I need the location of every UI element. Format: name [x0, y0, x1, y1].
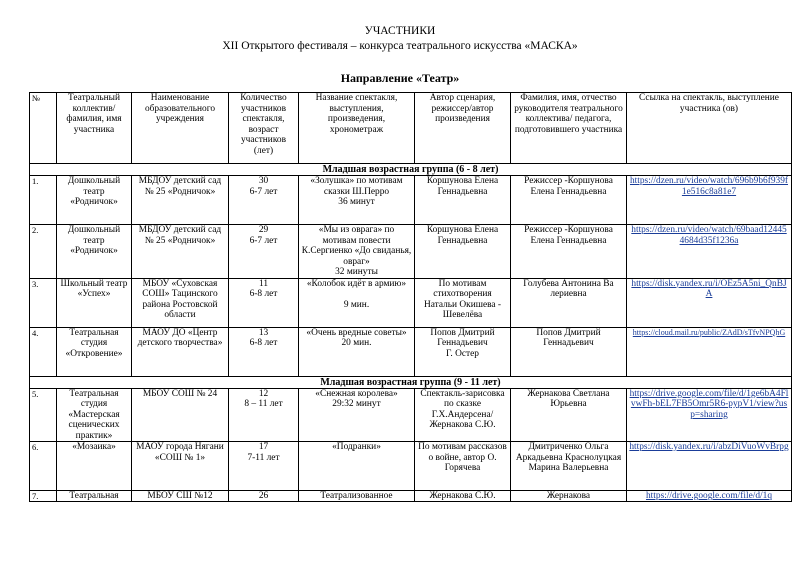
- cell-link: [627, 388, 792, 442]
- cell-title: «Колобок идёт в армию» 9 мин.: [299, 278, 415, 327]
- column-header: Автор сценария, режиссер/автор произведения: [415, 93, 511, 164]
- cell-institution: МБОУ СОШ № 24: [132, 388, 229, 442]
- cell-link: [627, 327, 792, 376]
- cell-author: По мотивам стихотворения Натальи Окишева - Шевелёва: [415, 278, 511, 327]
- table-row: [30, 388, 792, 442]
- column-header: Наименование образовательного учреждения: [132, 93, 229, 164]
- cell-title: «Подранки»: [299, 442, 415, 491]
- cell-count: 30 6-7 лет: [229, 176, 299, 225]
- cell-title: «Очень вредные советы» 20 мин.: [299, 327, 415, 376]
- cell-leader: Жернакова Светлана Юрьевна: [511, 388, 627, 442]
- column-header: Название спектакля, выступления, произведения, хронометраж: [299, 93, 415, 164]
- cell-institution: МАОУ города Нягани «СОШ № 1»: [132, 442, 229, 491]
- column-header: №: [30, 93, 57, 164]
- cell-count: 29 6-7 лет: [229, 225, 299, 279]
- cell-leader: Жернакова: [511, 491, 627, 502]
- doc-direction: Направление «Театр»: [340, 71, 460, 85]
- table-row: [30, 491, 792, 502]
- cell-link: [627, 278, 792, 327]
- performance-link[interactable]: https://disk.yandex.ru/i/abzDiVuoWvBrpg: [629, 442, 789, 452]
- doc-title-festival: XII Открытого фестиваля – конкурса театрального искусства «МАСКА»: [222, 40, 578, 52]
- column-header: Фамилия, имя, отчество руководителя театрального коллектива/ педагога, подготовившего участника: [511, 93, 627, 164]
- cell-title: «Снежная королева» 29:32 минут: [299, 388, 415, 442]
- cell-collective: Театральная: [57, 491, 132, 502]
- cell-link: [627, 225, 792, 279]
- cell-count: 12 8 – 11 лет: [229, 388, 299, 442]
- cell-num: 1.: [30, 176, 57, 225]
- cell-institution: МБОУ СШ №12: [132, 491, 229, 502]
- table-row: [30, 327, 792, 376]
- cell-author: Жернакова С.Ю.: [415, 491, 511, 502]
- cell-num: 3.: [30, 278, 57, 327]
- cell-author: Спектакль-зарисовка по сказке Г.Х.Андерсена/ Жернакова С.Ю.: [415, 388, 511, 442]
- cell-title: Театрализованное: [299, 491, 415, 502]
- cell-author: По мотивам рассказов о войне, автор О. Горячева: [415, 442, 511, 491]
- cell-institution: МАОУ ДО «Центр детского творчества»: [132, 327, 229, 376]
- performance-link[interactable]: https://drive.google.com/file/d/1q: [645, 491, 773, 501]
- cell-count: 26: [229, 491, 299, 502]
- column-header: Ссылка на спектакль, выступление участника (ов): [627, 93, 792, 164]
- participants-table: [29, 92, 792, 502]
- cell-author: Коршунова Елена Геннадьевна: [415, 176, 511, 225]
- age-group-row: [30, 376, 792, 388]
- cell-num: 6.: [30, 442, 57, 491]
- cell-num: 2.: [30, 225, 57, 279]
- cell-link: [627, 176, 792, 225]
- table-row: [30, 278, 792, 327]
- cell-num: 4.: [30, 327, 57, 376]
- column-header: Театральный коллектив/ фамилия, имя участника: [57, 93, 132, 164]
- cell-collective: Дошкольный театр «Родничок»: [57, 176, 132, 225]
- cell-link: [627, 491, 792, 502]
- age-group-title: Младшая возрастная группа (9 - 11 лет): [30, 376, 792, 388]
- cell-count: 13 6-8 лет: [229, 327, 299, 376]
- cell-author: Коршунова Елена Геннадьевна: [415, 225, 511, 279]
- cell-institution: МБДОУ детский сад № 25 «Родничок»: [132, 176, 229, 225]
- cell-title: «Мы из оврага» по мотивам повести К.Сергиенко «До свиданья, овраг» 32 минуты: [299, 225, 415, 279]
- cell-collective: Дошкольный театр «Родничок»: [57, 225, 132, 279]
- performance-link[interactable]: https://dzen.ru/video/watch/69baad124454684d35f1236a: [631, 225, 787, 246]
- cell-collective: Школьный театр «Успех»: [57, 278, 132, 327]
- cell-author: Попов Дмитрий Геннадьевич Г. Остер: [415, 327, 511, 376]
- column-header: Количество участников спектакля, возраст участников (лет): [229, 93, 299, 164]
- cell-leader: Режиссер -Коршунова Елена Геннадьевна: [511, 176, 627, 225]
- cell-num: 5.: [30, 388, 57, 442]
- cell-leader: Попов Дмитрий Геннадьевич: [511, 327, 627, 376]
- cell-leader: Режиссер -Коршунова Елена Геннадьевна: [511, 225, 627, 279]
- table-row: [30, 176, 792, 225]
- cell-leader: Дмитриченко Ольга Аркадьевна Краснолуцкая Марина Валерьевна: [511, 442, 627, 491]
- age-group-title: Младшая возрастная группа (6 - 8 лет): [30, 164, 792, 176]
- cell-institution: МБОУ «Суховская СОШ» Тацинского района Ростовской области: [132, 278, 229, 327]
- performance-link[interactable]: https://drive.google.com/file/d/1ge6bA4FlvwFh-bEL7FB5Omr5R6-pypV1/view?usp=sharing: [629, 388, 789, 420]
- cell-count: 17 7-11 лет: [229, 442, 299, 491]
- cell-institution: МБДОУ детский сад № 25 «Родничок»: [132, 225, 229, 279]
- cell-num: 7.: [30, 491, 57, 502]
- performance-link[interactable]: https://disk.yandex.ru/i/OEz5A5ni_QnBJA: [631, 278, 787, 299]
- cell-count: 11 6-8 лет: [229, 278, 299, 327]
- table-row: [30, 225, 792, 279]
- cell-leader: Голубева Антонина Ва лериевна: [511, 278, 627, 327]
- age-group-row: [30, 164, 792, 176]
- performance-link[interactable]: https://cloud.mail.ru/public/ZAdD/sTfvNPQhG: [632, 327, 786, 337]
- cell-title: «Золушка» по мотивам сказки Ш.Перро 36 минут: [299, 176, 415, 225]
- table-header-row: [30, 93, 792, 164]
- cell-link: [627, 442, 792, 491]
- table-row: [30, 442, 792, 491]
- cell-collective: Театральная студия «Откровение»: [57, 327, 132, 376]
- cell-collective: Театральная студия «Мастерская сценических практик»: [57, 388, 132, 442]
- performance-link[interactable]: https://dzen.ru/video/watch/696b9b6f939f1e516c8a81e7: [629, 176, 789, 197]
- cell-collective: «Мозаика»: [57, 442, 132, 491]
- doc-title-participants: УЧАСТНИКИ: [364, 25, 436, 37]
